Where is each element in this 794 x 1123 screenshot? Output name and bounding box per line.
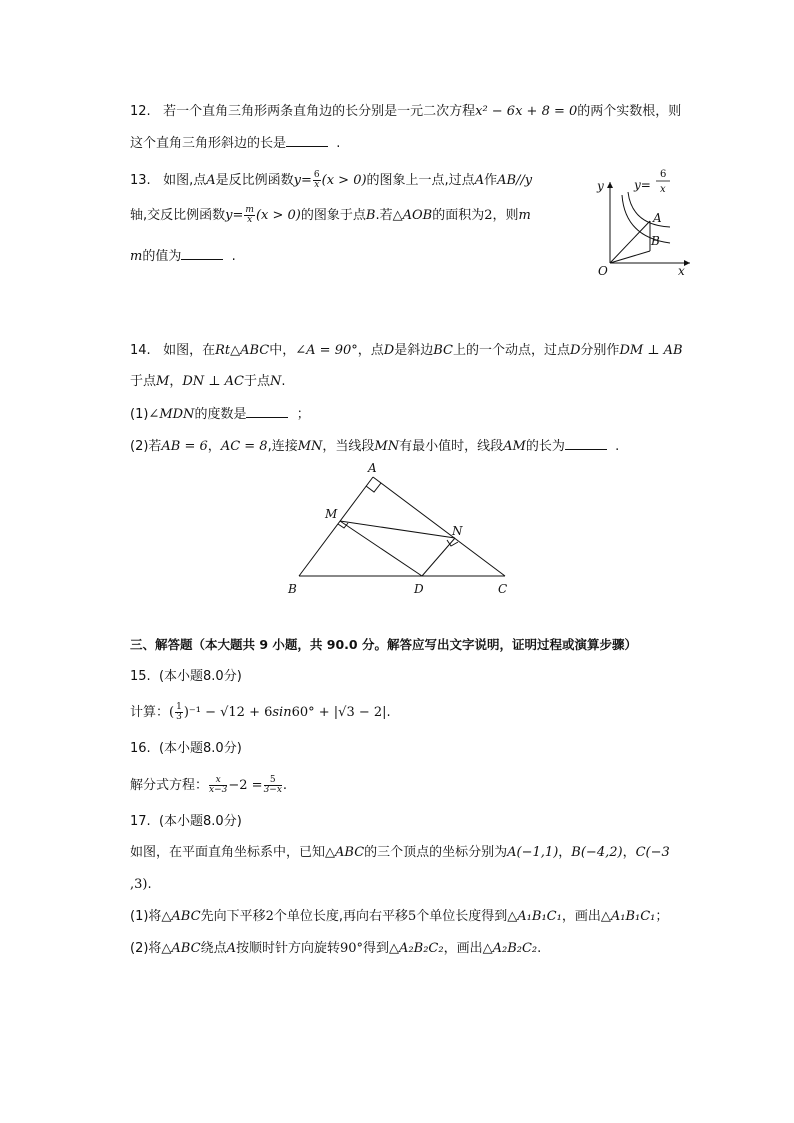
dn-perp-ac: DN ⊥ AC [182,374,244,389]
q15-expr: 60° + |√3 − 2| [291,705,387,720]
q17-text: 先向下平移 [200,909,266,924]
side-ab [299,477,373,576]
angle-a: ∠A = 90° [295,343,358,358]
fraction-5-over-3-x: $\frac{5}{3-x}$ [263,775,282,795]
q13-text: 作 [484,173,498,188]
q14-sub2 [130,438,619,456]
ab-parallel-y: AB//y [497,173,533,188]
ac-value: AC = 8 [220,439,268,454]
triangle-a2b2c2: △A₂B₂C₂ [389,941,444,956]
q17-text: 绕点 [200,941,227,956]
answer-blank[interactable] [246,417,288,418]
segment-dm [340,521,422,576]
ab-value: AB = 6 [161,439,208,454]
fraction-6-over-x: $\frac{6}{x}$ [313,170,320,190]
answer-blank[interactable] [181,259,223,260]
q13-text: 如图,点 [163,173,207,188]
q12-question: 这个直角三角形斜边的长是 [130,136,287,151]
triangle-a2b2c2: △A₂B₂C₂ [482,941,538,956]
point-n: N [269,374,282,389]
q14-figure [280,458,520,603]
point-a: A [226,941,236,956]
q14-text: 于点 [243,374,270,389]
q13-text: 是反比例函数 [215,173,294,188]
q13-text: .若 [375,208,393,223]
dm-perp-ab: DM ⊥ AB [619,343,683,358]
q14-text: ； [296,407,310,422]
q17-score: (本小题8.0分) [158,814,242,829]
q17-text: ； [655,909,669,924]
var-y: y [293,173,301,188]
label-a: A [368,461,377,475]
q12-equation: x² − 6x + 8 = 0 [475,104,578,119]
q16-mid: −2 = [228,778,263,793]
triangle-aob: △AOB [392,208,433,223]
q14-text: 的长为 [525,439,565,454]
q12-text-end: 的两个实数根，则 [577,104,682,119]
q15-header [130,668,242,686]
q13-text: 的值为 [142,249,182,264]
q15-score: (本小题8.0分) [158,669,242,684]
q14-text: ，点 [357,343,384,358]
label-d: D [414,582,424,596]
q16-score: (本小题8.0分) [158,741,242,756]
q14-text: . [615,439,620,454]
q13-text: 的图象于点 [300,208,366,223]
q13-line1 [130,171,532,190]
q15-label: 计算： [130,705,170,720]
fraction-m-over-x: $\frac{m}{x}$ [245,205,254,225]
area-value: 2 [484,208,493,223]
q13-text: 的面积为 [432,208,485,223]
q14-text: . [281,374,286,389]
shift-right: 5 [408,909,417,924]
shift-down: 2 [265,909,274,924]
q17-text: 按顺时针方向旋转 [235,941,340,956]
section-title: 三、解答题（本大题共 9 小题，共 90.0 分。解答应写出文字说明，证明过程或演算步骤） [130,637,637,652]
right-angle-m [338,523,348,528]
q13-period: . [231,249,236,264]
label-n: N [452,524,463,538]
q12-line1 [130,103,681,121]
q14-text: ,连接 [267,439,298,454]
q14-text: 上的一个动点，过点 [452,343,570,358]
angle-mdn: ∠MDN [148,407,195,422]
rotation-angle: 90° [339,941,364,956]
fraction-x-over-x-3: $\frac{x}{x-3}$ [209,775,228,795]
q14-text: 于点 [130,374,157,389]
right-angle-a [366,483,381,492]
comma: ， [622,845,636,860]
q17-line2 [130,876,152,894]
point-a: A [474,173,485,188]
q16-number: 16. [130,741,151,756]
triangle-abc: △ABC [161,909,201,924]
origin-label: O [598,264,608,278]
var-m: m [518,208,531,223]
side-ac [373,477,505,576]
coord-c-end: ,3) [130,877,148,892]
q12-period: . [336,136,341,151]
label-c: C [498,582,508,596]
q12-number: 12. [130,104,151,119]
q17-text: ，画出 [561,909,601,924]
q12-text: 若一个直角三角形两条直角边的长分别是一元二次方程 [163,104,476,119]
q17-period: . [147,877,152,892]
q14-sub1 [130,406,310,424]
q13-text: 的图象上一点,过点 [366,173,475,188]
q13-line2 [130,206,531,225]
q14-text: 的度数是 [194,407,247,422]
condition: (x > 0) [321,173,367,188]
segment-mn: MN [297,439,323,454]
point-m: M [156,374,170,389]
point-b: B [365,208,376,223]
y-axis-label: y [597,179,604,193]
q13-text: ，则 [492,208,519,223]
q15-expr: )⁻¹ − √12 + 6 [183,705,273,720]
q17-text: 个单位长度,再向右平移 [273,909,408,924]
q17-text: (2)将 [130,941,162,956]
q16-body [130,776,287,795]
var-y: y [225,208,233,223]
point-d: D [383,343,395,358]
q14-text: 中， [269,343,296,358]
q17-sub2 [130,940,541,958]
q15-period: . [386,705,391,720]
q16-label: 解分式方程： [130,778,209,793]
q17-header [130,813,242,831]
q14-line1 [130,342,683,360]
q16-period: . [282,778,288,793]
answer-blank[interactable] [565,449,607,450]
curve-label-y: y= [634,178,651,192]
label-m: M [325,507,338,521]
point-d: D [569,343,581,358]
segment-am: AM [503,439,526,454]
q17-period: . [537,941,542,956]
q17-text: 的三个顶点的坐标分别为 [364,845,508,860]
q14-text: ，当线段 [322,439,375,454]
condition: (x > 0) [255,208,301,223]
q13-line3 [130,248,236,266]
curve-6-over-x [622,195,670,243]
point-a-label: A [653,211,662,225]
q17-text: 如图，在平面直角坐标系中，已知 [130,845,326,860]
point-b-label: B [651,234,660,248]
q17-line1 [130,844,670,862]
label-b: B [288,582,297,596]
comma: ， [558,845,572,860]
segment-mn: MN [374,439,400,454]
x-axis-label: x [678,264,685,278]
sin: sin [272,705,292,720]
answer-blank[interactable] [286,146,328,147]
coord-a: A(−1,1) [507,845,559,860]
equals: = [232,208,244,223]
q15-number: 15. [130,669,151,684]
q13-figure [570,165,695,280]
sub-label: (1) [130,407,149,422]
q14-line2 [130,373,286,391]
q17-text: (1)将 [130,909,162,924]
q16-header [130,740,242,758]
fraction-1-over-3: $\frac{1}{3}$ [176,702,182,722]
q14-text: 分别作 [580,343,620,358]
q14-text: ， [169,374,183,389]
q14-number: 14. [130,343,151,358]
triangle-abc: △ABC [325,845,365,860]
q14-text: 如图，在 [163,343,216,358]
triangle-a1b1c1: △A₁B₁C₁ [507,909,562,924]
q14-text: ， [207,439,221,454]
q17-sub1 [130,908,668,926]
triangle-abc: Rt△ABC [215,343,270,358]
triangle-abc: △ABC [161,941,201,956]
sub-label: (2)若 [130,439,162,454]
q12-line2 [130,135,340,153]
section-3-heading [130,636,637,654]
q14-text: 有最小值时，线段 [399,439,504,454]
q14-text: 是斜边 [394,343,434,358]
var-m: m [130,249,143,264]
segment-bc: BC [433,343,453,358]
q17-number: 17. [130,814,151,829]
q13-number: 13. [130,173,151,188]
q17-text: 个单位长度得到 [416,909,508,924]
point-a: A [206,173,216,188]
coord-c: C(−3 [635,845,670,860]
segment-mn [340,521,455,538]
q17-text: 得到 [363,941,390,956]
curve-label-num: 6 [660,169,667,180]
q13-text: 轴,交反比例函数 [130,208,226,223]
equals: = [301,173,312,188]
q15-body: 计算：( $\frac{1}{3}$ )⁻¹ − √12 + 6sin60° + |√3 − 2|. [130,702,391,722]
q17-text: ，画出 [443,941,483,956]
curve-label-den: x [660,184,666,195]
triangle-a1b1c1: △A₁B₁C₁ [600,909,656,924]
coord-b: B(−4,2) [571,845,623,860]
